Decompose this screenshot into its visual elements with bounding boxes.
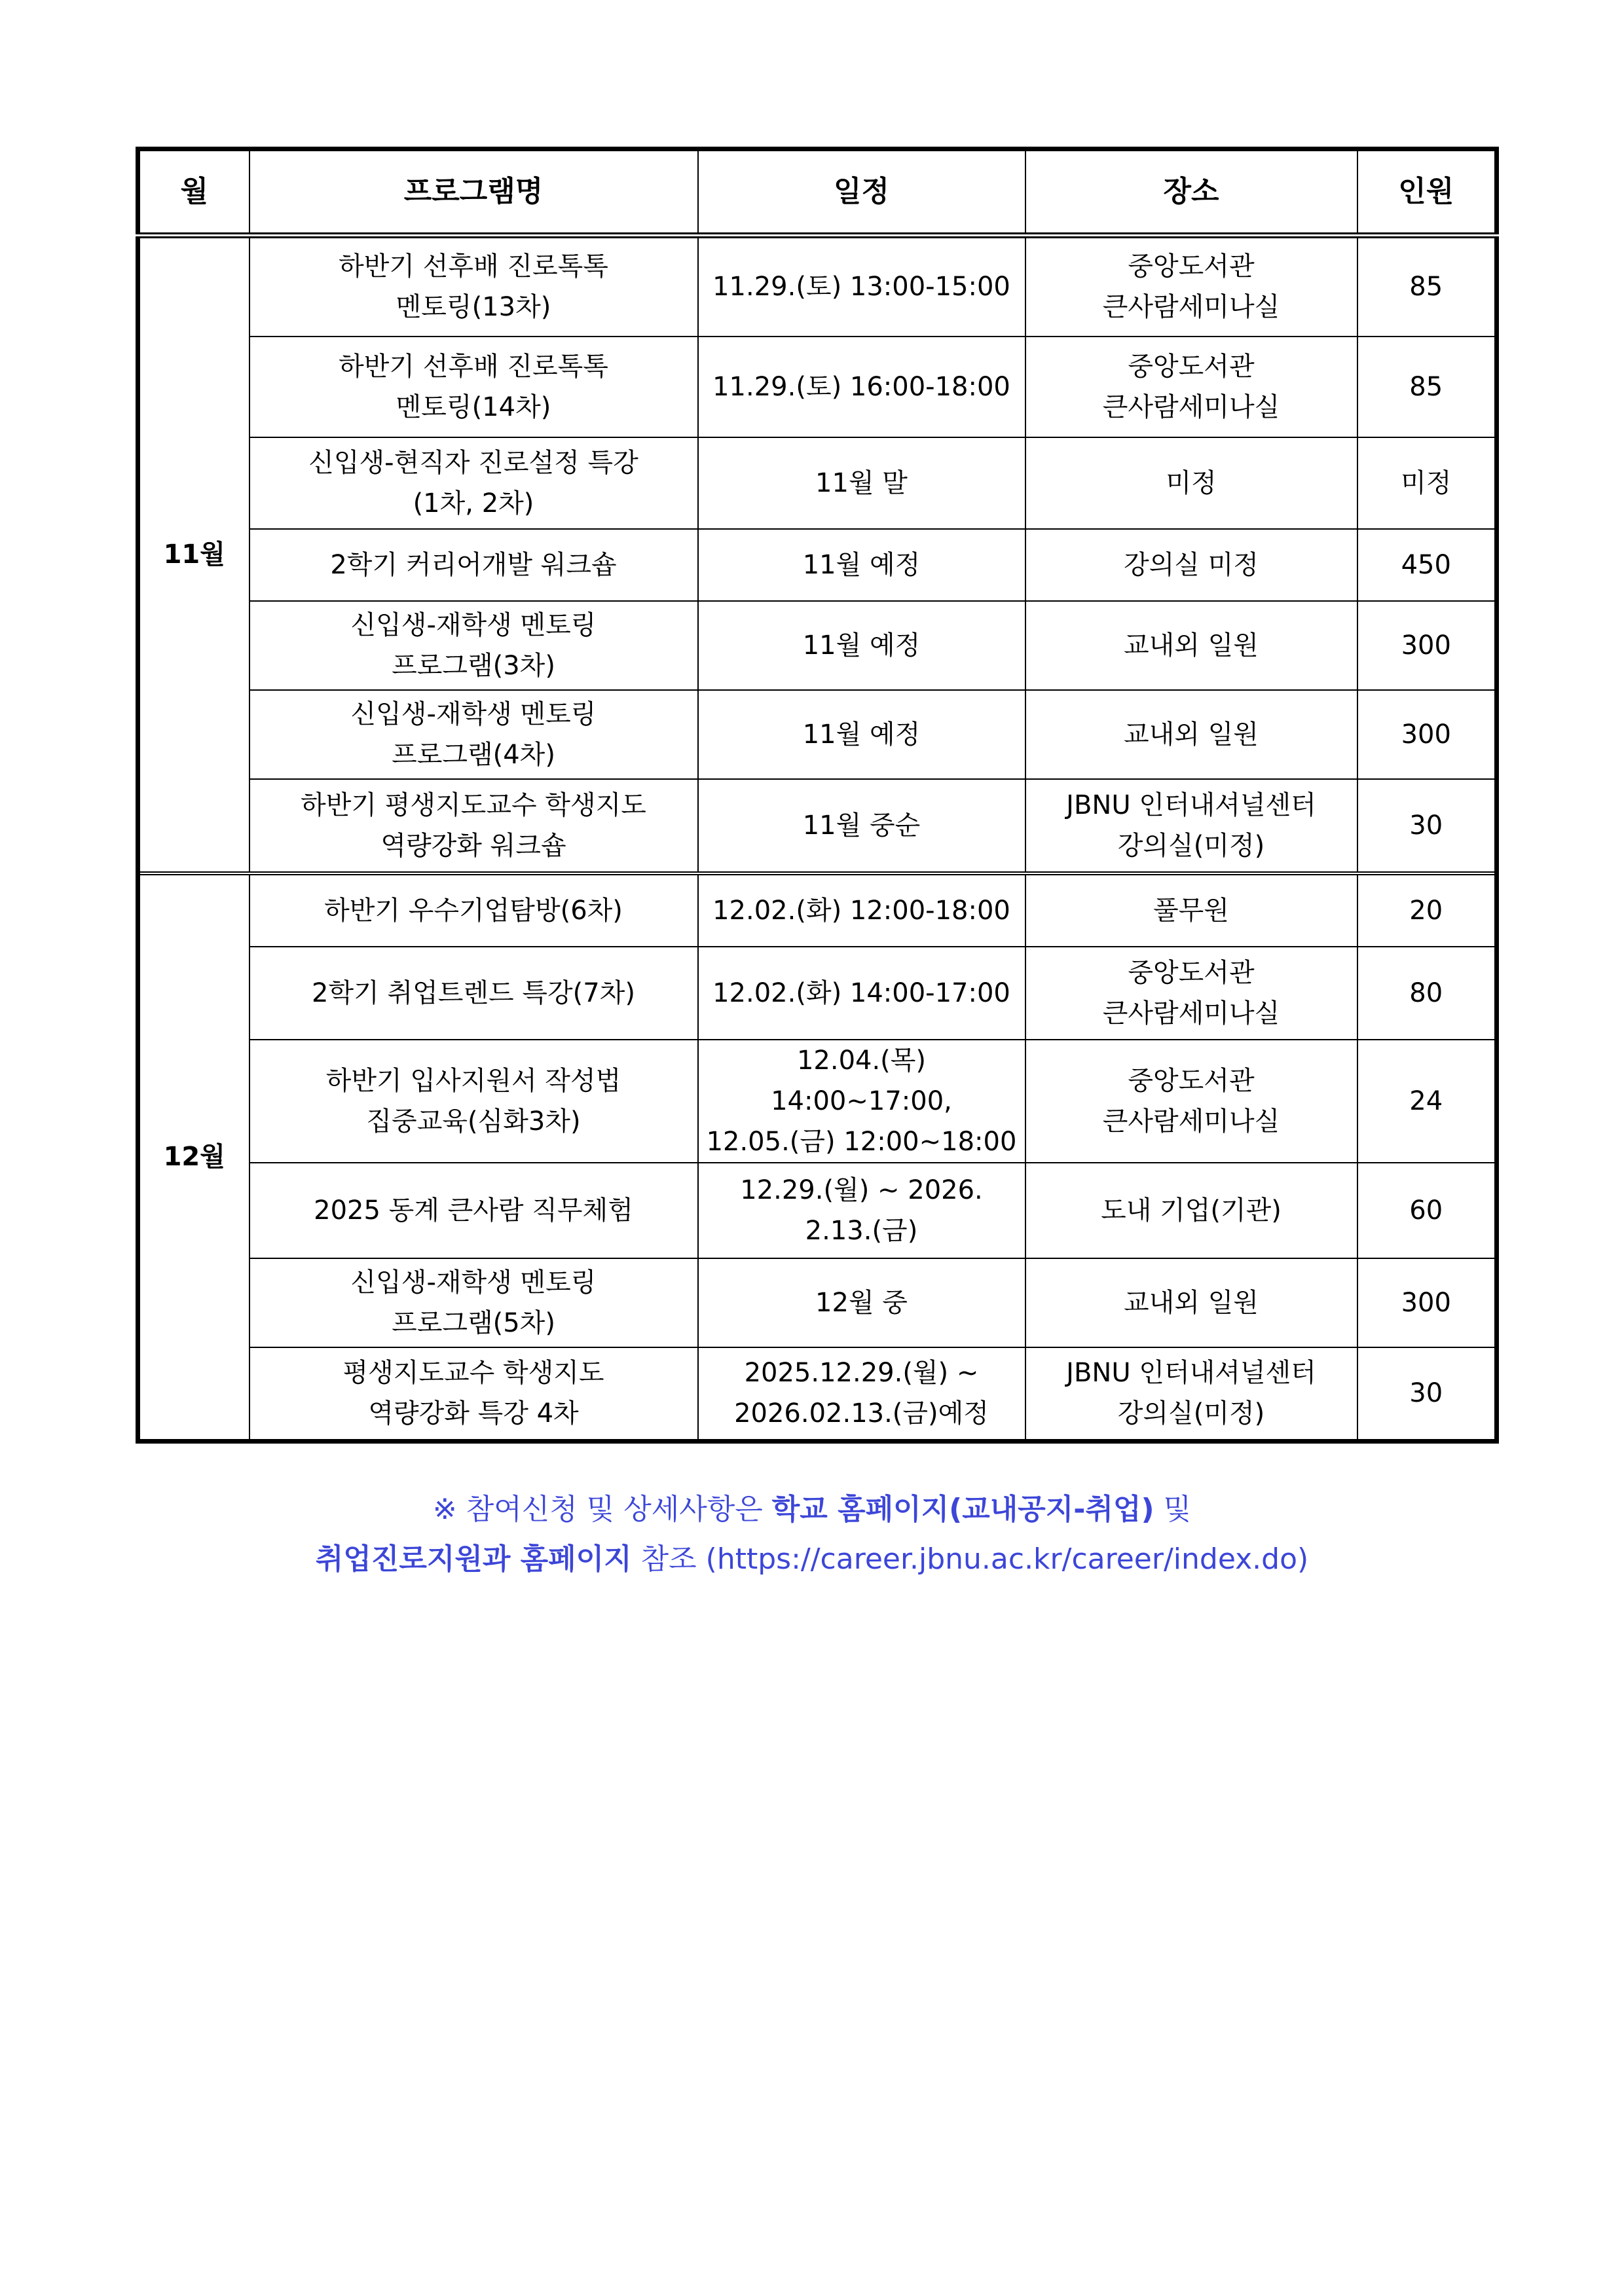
place-cell [1025, 437, 1357, 529]
schedule-cell-text: 12.04.(목) 14:00~17:00, 12.05.(금) 12:00~18:00 [706, 1045, 1017, 1157]
people-cell-text: 300 [1401, 719, 1451, 750]
place-cell-text: 중앙도서관 큰사람세미나실 [1102, 351, 1280, 422]
place-cell-text: 중앙도서관 큰사람세미나실 [1102, 251, 1280, 323]
schedule-cell [698, 947, 1025, 1040]
place-cell [1025, 947, 1357, 1040]
place-cell-text: 중앙도서관 큰사람세미나실 [1102, 957, 1280, 1029]
program-cell [249, 437, 698, 529]
notice-url[interactable]: 참조 (https://career.jbnu.ac.kr/career/index.do) [631, 1542, 1309, 1576]
place-cell [1025, 1163, 1357, 1258]
place-cell-text: 교내외 일원 [1124, 630, 1259, 661]
people-cell [1357, 1258, 1497, 1347]
people-cell-text: 85 [1409, 272, 1443, 302]
schedule-cell [698, 437, 1025, 529]
place-cell-text: 미정 [1166, 467, 1217, 498]
program-cell-text: 신입생-재학생 멘토링 프로그램(4차) [350, 699, 597, 770]
schedule-cell [698, 529, 1025, 601]
schedule-cell [698, 1258, 1025, 1347]
place-cell [1025, 873, 1357, 947]
table-row [138, 779, 1497, 873]
schedule-cell [698, 236, 1025, 337]
schedule-cell-text: 12월 중 [815, 1287, 908, 1318]
place-cell-text: 강의실 미정 [1124, 549, 1259, 580]
header-place: 장소 [1025, 149, 1357, 236]
program-cell-text: 하반기 선후배 진로톡톡 멘토링(14차) [339, 351, 608, 422]
program-cell [249, 529, 698, 601]
program-cell-text: 2025 동계 큰사람 직무체험 [314, 1195, 633, 1226]
program-cell [249, 779, 698, 873]
schedule-cell-text: 11.29.(토) 16:00-18:00 [712, 371, 1010, 402]
program-cell-text: 신입생-재학생 멘토링 프로그램(3차) [350, 610, 597, 681]
program-cell [249, 337, 698, 437]
career-homepage-link[interactable]: 취업진로지원과 홈페이지 [315, 1542, 632, 1576]
table-row [138, 690, 1497, 779]
people-cell-text: 300 [1401, 1287, 1451, 1318]
month-cell: 12월 [138, 873, 249, 1442]
people-cell [1357, 1163, 1497, 1258]
schedule-cell [698, 601, 1025, 690]
place-cell-text: JBNU 인터내셔널센터 강의실(미정) [1066, 1358, 1316, 1429]
people-cell [1357, 437, 1497, 529]
program-cell-text: 하반기 입사지원서 작성법 집중교육(심화3차) [325, 1065, 621, 1137]
schedule-cell [698, 690, 1025, 779]
header-people: 인원 [1357, 149, 1497, 236]
schedule-table-container [136, 147, 1494, 1444]
schedule-cell [698, 1040, 1025, 1163]
program-cell-text: 하반기 선후배 진로톡톡 멘토링(13차) [339, 251, 608, 323]
program-cell-text: 평생지도교수 학생지도 역량강화 특강 4차 [342, 1358, 604, 1429]
people-cell [1357, 690, 1497, 779]
schedule-cell-text: 2025.12.29.(월) ~ 2026.02.13.(금)예정 [734, 1358, 989, 1429]
people-cell [1357, 1347, 1497, 1442]
people-cell [1357, 779, 1497, 873]
people-cell-text: 300 [1401, 630, 1451, 661]
people-cell-text: 80 [1409, 977, 1443, 1008]
notice-line-2 [0, 1535, 1624, 1584]
schedule-cell-text: 11월 예정 [802, 630, 921, 661]
schedule-cell-text: 11월 예정 [802, 719, 921, 750]
table-body [138, 236, 1497, 1442]
place-cell-text: JBNU 인터내셔널센터 강의실(미정) [1066, 790, 1316, 861]
program-cell-text: 2학기 커리어개발 워크숍 [330, 549, 617, 580]
program-cell [249, 1258, 698, 1347]
schedule-cell [698, 1347, 1025, 1442]
header-month: 월 [138, 149, 249, 236]
program-cell [249, 873, 698, 947]
program-cell [249, 1163, 698, 1258]
people-cell [1357, 947, 1497, 1040]
table-row [138, 236, 1497, 337]
schedule-cell [698, 1163, 1025, 1258]
table-header-row [138, 149, 1497, 236]
school-homepage-link[interactable]: 학교 홈페이지(교내공지-취업) [771, 1493, 1154, 1526]
schedule-cell-text: 12.02.(화) 12:00-18:00 [712, 895, 1010, 926]
place-cell [1025, 1040, 1357, 1163]
program-cell [249, 1347, 698, 1442]
program-cell [249, 601, 698, 690]
table-row [138, 437, 1497, 529]
program-cell-text: 2학기 취업트렌드 특강(7차) [312, 977, 635, 1008]
people-cell-text: 미정 [1401, 467, 1452, 498]
program-cell [249, 690, 698, 779]
people-cell [1357, 236, 1497, 337]
schedule-cell-text: 11.29.(토) 13:00-15:00 [712, 272, 1010, 302]
header-schedule: 일정 [698, 149, 1025, 236]
table-row [138, 1163, 1497, 1258]
people-cell [1357, 337, 1497, 437]
people-cell [1357, 601, 1497, 690]
table-row [138, 873, 1497, 947]
people-cell-text: 24 [1409, 1085, 1443, 1116]
place-cell-text: 중앙도서관 큰사람세미나실 [1102, 1065, 1280, 1137]
table-row [138, 337, 1497, 437]
table-row [138, 529, 1497, 601]
people-cell [1357, 873, 1497, 947]
notice-line-1 [0, 1485, 1624, 1535]
place-cell-text: 도내 기업(기관) [1101, 1195, 1282, 1226]
people-cell-text: 85 [1409, 371, 1443, 402]
people-cell [1357, 1040, 1497, 1163]
notice-prefix: ※ 참여신청 및 상세사항은 [432, 1493, 772, 1526]
people-cell-text: 60 [1409, 1195, 1443, 1226]
notice-and: 및 [1154, 1493, 1192, 1526]
schedule-cell [698, 337, 1025, 437]
program-cell-text: 하반기 우수기업탐방(6차) [324, 895, 623, 926]
place-cell-text: 교내외 일원 [1124, 719, 1259, 750]
place-cell [1025, 1347, 1357, 1442]
place-cell [1025, 690, 1357, 779]
people-cell-text: 30 [1409, 1378, 1443, 1409]
program-cell [249, 236, 698, 337]
header-program: 프로그램명 [249, 149, 698, 236]
place-cell [1025, 337, 1357, 437]
place-cell [1025, 529, 1357, 601]
table-row [138, 1040, 1497, 1163]
program-cell-text: 신입생-재학생 멘토링 프로그램(5차) [350, 1267, 597, 1338]
place-cell-text: 풀무원 [1153, 895, 1229, 926]
table-row [138, 601, 1497, 690]
people-cell-text: 20 [1409, 895, 1443, 926]
table-row [138, 1347, 1497, 1442]
place-cell [1025, 601, 1357, 690]
place-cell [1025, 779, 1357, 873]
program-cell [249, 947, 698, 1040]
people-cell [1357, 529, 1497, 601]
program-cell [249, 1040, 698, 1163]
schedule-cell-text: 12.29.(월) ~ 2026. 2.13.(금) [740, 1175, 983, 1246]
program-cell-text: 신입생-현직자 진로설정 특강 (1차, 2차) [308, 447, 638, 519]
people-cell-text: 450 [1401, 549, 1451, 580]
place-cell [1025, 1258, 1357, 1347]
schedule-cell-text: 11월 중순 [802, 810, 921, 841]
place-cell [1025, 236, 1357, 337]
table-row [138, 1258, 1497, 1347]
month-cell: 11월 [138, 236, 249, 873]
schedule-cell [698, 873, 1025, 947]
schedule-cell-text: 11월 예정 [802, 549, 921, 580]
schedule-cell-text: 11월 말 [815, 467, 908, 498]
program-cell-text: 하반기 평생지도교수 학생지도 역량강화 워크숍 [301, 790, 646, 861]
schedule-cell [698, 779, 1025, 873]
place-cell-text: 교내외 일원 [1124, 1287, 1259, 1318]
table-row [138, 947, 1497, 1040]
schedule-table [136, 147, 1499, 1444]
notice [0, 1485, 1624, 1584]
people-cell-text: 30 [1409, 810, 1443, 841]
schedule-cell-text: 12.02.(화) 14:00-17:00 [712, 977, 1010, 1008]
